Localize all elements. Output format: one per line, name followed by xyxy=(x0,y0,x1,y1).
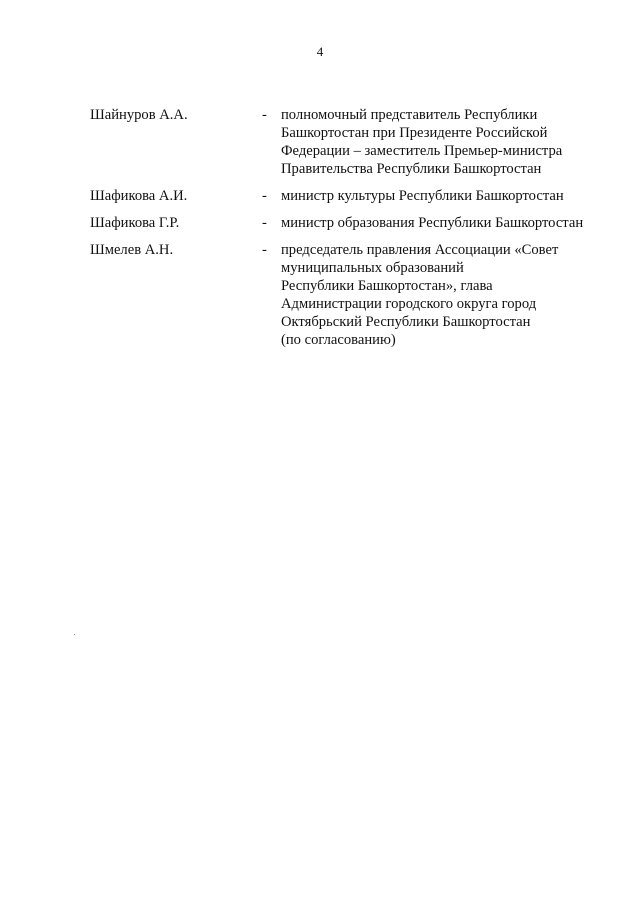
member-role xyxy=(281,241,611,349)
member-name: Шафикова Г.Р. xyxy=(90,215,180,231)
dash-separator: - xyxy=(262,242,267,258)
member-role xyxy=(281,187,611,205)
member-role xyxy=(281,214,611,232)
dash-separator: - xyxy=(262,107,267,123)
page-number: 4 xyxy=(316,44,324,59)
role-line: Октябрьский Республики Башкортостан xyxy=(281,314,531,330)
member-list xyxy=(90,106,610,358)
member-name: Шмелев А.Н. xyxy=(90,242,174,258)
list-item xyxy=(90,241,610,349)
scan-speck xyxy=(74,634,75,635)
list-item xyxy=(90,187,610,205)
member-name: Шафикова А.И. xyxy=(90,188,188,204)
role-line: Республики Башкортостан», глава xyxy=(281,278,493,294)
dash-separator: - xyxy=(262,215,267,231)
role-line: министр культуры Республики Башкортостан xyxy=(281,188,564,204)
role-line: полномочный представитель Республики xyxy=(281,107,538,123)
role-line: Администрации городского округа город xyxy=(281,296,537,312)
role-line: председатель правления Ассоциации «Совет xyxy=(281,242,559,258)
dash-separator: - xyxy=(262,188,267,204)
role-line: Федерации – заместитель Премьер-министра xyxy=(281,143,563,159)
role-line: Правительства Республики Башкортостан xyxy=(281,161,542,177)
member-role xyxy=(281,106,611,178)
role-line: муниципальных образований xyxy=(281,260,464,276)
role-line: (по согласованию) xyxy=(281,332,396,348)
role-line: министр образования Республики Башкортостан xyxy=(281,215,584,231)
role-line: Башкортостан при Президенте Российской xyxy=(281,125,548,141)
list-item xyxy=(90,106,610,178)
list-item xyxy=(90,214,610,232)
member-name: Шайнуров А.А. xyxy=(90,107,188,123)
